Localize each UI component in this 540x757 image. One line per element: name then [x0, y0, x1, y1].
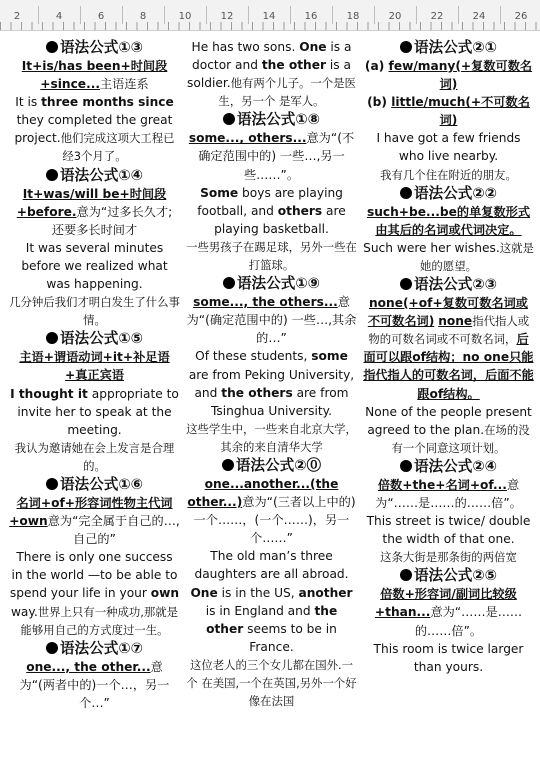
paragraph	[186, 293, 357, 347]
bold-text: the others	[221, 385, 293, 400]
heading-text: 语法公式①⑨	[236, 275, 321, 293]
section-heading	[9, 475, 180, 494]
text: There is only one success in the world —to be able to spend your life in your	[9, 550, 178, 601]
text: seems to be in France.	[243, 621, 337, 654]
chinese-text: 他有两个儿子。一个是医生，另一个 是军人。	[218, 76, 356, 109]
heading-text: 语法公式①③	[59, 39, 144, 56]
text: Of these students,	[195, 349, 312, 364]
text: appropriate to invite her to speak at the meeting.	[17, 386, 179, 437]
ruler-number: 14	[262, 11, 276, 22]
paragraph	[186, 656, 357, 710]
chinese-text: 这些学生中，一些来自北京大学，其余的来自清华大学	[186, 421, 357, 454]
section-heading	[9, 38, 180, 57]
bullet-icon	[400, 569, 412, 581]
bold-text: the other	[261, 58, 327, 73]
bold-text: One	[299, 40, 327, 54]
chinese-text: 几分钟后我们才明白发生了什么事情。	[9, 295, 180, 328]
text: He has two sons.	[191, 40, 300, 54]
paragraph	[9, 75, 180, 93]
paragraph	[9, 57, 180, 75]
formula-text: few/many(+复数可数名词)	[388, 59, 533, 92]
paragraph	[186, 238, 357, 274]
formula-text: one..., the other...	[26, 659, 151, 674]
chinese-text: 我认为邀请她在会上发言是合理的。	[14, 440, 175, 473]
section-heading	[363, 38, 534, 57]
section-heading	[186, 456, 357, 475]
bold-text: (a)	[364, 59, 389, 73]
text: 主语连系	[99, 77, 149, 92]
paragraph	[363, 294, 534, 403]
paragraph	[363, 129, 534, 165]
text: boys are playing football, and	[197, 185, 343, 218]
bullet-icon	[46, 642, 58, 654]
ruler-mark	[248, 6, 249, 24]
bullet-icon	[400, 460, 412, 472]
text: 意为“(三者以上中的)一个……，(一个……)，另一个……”	[193, 495, 356, 546]
text: 意为“完全属于自己的…,自己的”	[47, 514, 180, 547]
chinese-text: 这位老人的三个女儿都在国外.一个 在美国,一个在英国,另外一个好像在法国	[186, 657, 357, 709]
paragraph	[186, 347, 357, 419]
formula-text: one...another...(the other...)	[187, 476, 339, 510]
section-heading	[9, 166, 180, 185]
ruler-number: 8	[139, 11, 147, 22]
text: 意为“(两者中的)一个…，另一个…”	[19, 659, 170, 710]
ruler-number: 18	[346, 11, 360, 22]
ruler	[0, 0, 540, 31]
text: 意为“……是……的……倍”。	[375, 477, 522, 510]
ruler-mark	[332, 6, 333, 24]
bullet-icon	[46, 332, 58, 344]
text: 意为“(确定范围中的) 一些…,其余的…”	[186, 295, 357, 346]
text: None of the people present agreed to the plan.	[365, 404, 532, 437]
ruler-number: 12	[220, 11, 234, 22]
bold-text: three months since	[41, 95, 174, 110]
bullet-icon	[46, 169, 58, 181]
paragraph	[363, 403, 534, 457]
bullet-icon	[400, 187, 412, 199]
section-heading	[363, 457, 534, 476]
ruler-mark	[374, 6, 375, 24]
ruler-number: 2	[13, 11, 21, 22]
formula-text: It+is/has been+时间段	[21, 59, 168, 73]
chinese-text: 这条大街是那条街的两倍宽	[380, 550, 517, 565]
paragraph	[9, 385, 180, 439]
paragraph	[363, 166, 534, 184]
heading-text: 语法公式①⑦	[59, 639, 144, 657]
ruler-mark	[122, 6, 123, 24]
ruler-number: 10	[178, 11, 192, 22]
text: 意为“(不确定范围中的) 一些…,另一些……”。	[198, 131, 355, 182]
chinese-text: 一些男孩子在踢足球，另外一些在打篮球。	[186, 239, 357, 273]
formula-text: It+was/will be+时间段 +before.	[16, 186, 167, 219]
ruler-mark	[80, 6, 81, 24]
section-heading	[186, 110, 357, 129]
chinese-text: 指代指人或物的可数名词或不可数名词，	[368, 314, 530, 347]
paragraph	[363, 239, 534, 275]
heading-text: 语法公式①⑧	[236, 111, 321, 129]
ruler-number: 26	[514, 11, 528, 22]
paragraph	[9, 185, 180, 239]
bold-text: I thought it	[10, 386, 88, 401]
heading-text: 语法公式②②	[413, 184, 498, 202]
document-page	[6, 38, 538, 757]
bold-text: own	[150, 586, 180, 601]
column-3	[360, 38, 537, 757]
text: I have got a few friends who live nearby.	[376, 131, 521, 164]
section-heading	[363, 275, 534, 294]
paragraph	[363, 640, 534, 676]
bold-text: others	[277, 203, 323, 218]
bold-text: the other	[206, 603, 338, 636]
ruler-number: 4	[55, 11, 63, 22]
paragraph	[9, 239, 180, 293]
bold-text: Some	[200, 185, 239, 200]
chinese-text: 世界上只有一种成功,那就是能够用自己的方式度过一生。	[20, 604, 179, 637]
bold-text: some	[311, 349, 348, 364]
text: Such were her wishes.	[363, 240, 500, 255]
ruler-number: 6	[97, 11, 105, 22]
bullet-icon	[222, 459, 234, 471]
chinese-text: 这就是她的愿望。	[420, 240, 534, 273]
text: The old man’s three daughters are all abroad.	[194, 549, 349, 582]
paragraph	[9, 293, 180, 329]
paragraph	[363, 585, 534, 639]
formula-text: such+be...be的单复数形式由其后的名词或代词决定。	[366, 204, 531, 237]
bullet-icon	[223, 277, 235, 289]
ruler-mark	[416, 6, 417, 24]
chinese-text: 他们完成这项大工程已经3个月了。	[60, 131, 175, 164]
heading-text: 语法公式②⑤	[413, 567, 498, 585]
formula-text: some..., the others...	[193, 295, 338, 310]
paragraph	[363, 512, 534, 548]
text: This room is twice larger than yours.	[373, 641, 524, 674]
paragraph	[9, 439, 180, 475]
column-1	[6, 38, 183, 757]
bullet-icon	[223, 113, 235, 125]
ruler-number: 20	[388, 11, 402, 22]
bold-text: One	[190, 585, 218, 600]
formula-text: none(+of+复数可数名词或不可数名词)	[367, 296, 528, 329]
paragraph	[363, 548, 534, 566]
bullet-icon	[400, 41, 412, 53]
formula-text: +since...	[40, 77, 100, 92]
ruler-mark	[458, 6, 459, 24]
formula-text: 倍数+形容词/副词比较级+than...	[374, 587, 517, 620]
ruler-number: 22	[430, 11, 444, 22]
paragraph	[186, 547, 357, 656]
heading-text: 语法公式②⓪	[235, 456, 322, 474]
heading-text: 语法公式②①	[413, 39, 498, 56]
section-heading	[9, 329, 180, 348]
paragraph	[186, 184, 357, 238]
paragraph	[9, 348, 180, 384]
heading-text: 语法公式②③	[413, 276, 498, 294]
bullet-icon	[46, 478, 58, 490]
heading-text: 语法公式①⑤	[59, 330, 144, 348]
bullet-icon	[46, 41, 58, 53]
formula-text: some..., others...	[188, 131, 307, 146]
text: 意为“过多长久才; 还要多长时间才	[51, 204, 173, 237]
paragraph	[9, 658, 180, 712]
paragraph	[363, 203, 534, 239]
paragraph	[9, 548, 180, 638]
paragraph	[363, 57, 534, 93]
text: is in England and	[205, 603, 315, 618]
paragraph	[9, 93, 180, 165]
text: they completed the great project.	[14, 113, 173, 146]
paragraph	[186, 38, 357, 110]
bullet-icon	[400, 278, 412, 290]
formula-text: 名词+of+形容词性物主代词+own	[9, 495, 173, 529]
heading-text: 语法公式①④	[59, 166, 144, 184]
text: It is	[15, 95, 42, 110]
text: is in the US,	[217, 585, 299, 600]
paragraph	[363, 476, 534, 512]
heading-text: 语法公式②④	[413, 457, 498, 475]
paragraph	[186, 129, 357, 183]
section-heading	[9, 639, 180, 658]
heading-text: 语法公式①⑥	[59, 475, 144, 493]
formula-text: 倍数+the+名词+of...	[377, 477, 507, 492]
ruler-mark	[206, 6, 207, 24]
paragraph	[186, 475, 357, 547]
text: is a doctor and	[192, 40, 352, 73]
ruler-number: 16	[304, 11, 318, 22]
ruler-number: 24	[472, 11, 486, 22]
text: are playing basketball.	[214, 203, 346, 236]
ruler-ticks	[0, 22, 540, 30]
ruler-mark	[38, 6, 39, 24]
paragraph	[186, 420, 357, 456]
section-heading	[363, 184, 534, 203]
paragraph	[363, 93, 534, 129]
ruler-mark	[500, 6, 501, 24]
text: way.	[10, 604, 38, 619]
bold-text: another	[298, 585, 353, 600]
section-heading	[186, 274, 357, 293]
paragraph	[9, 494, 180, 548]
ruler-mark	[290, 6, 291, 24]
ruler-mark	[164, 6, 165, 24]
formula-text: 后面可以跟of结构；no one只能指代指人的可数名词，后面不能跟of结构。	[363, 332, 534, 401]
formula-text: little/much(+不可数名词)	[391, 95, 530, 128]
text: is a soldier.	[187, 58, 351, 91]
text: It was several minutes before we realized what was happening.	[21, 240, 168, 292]
formula-text: 主语+谓语动词+it+补足语+真正宾语	[19, 350, 170, 383]
section-heading	[363, 566, 534, 585]
chinese-text: 在场的没有一个同意这项计划。	[391, 422, 530, 455]
text: are from Peking University, and	[188, 367, 355, 400]
text: 意为“……是……的……倍”。	[414, 605, 523, 638]
text: are from Tsinghua University.	[210, 385, 349, 418]
bold-text: (b)	[367, 95, 392, 110]
column-2	[183, 38, 360, 757]
chinese-text: 我有几个住在附近的朋友。	[380, 167, 517, 182]
text: This street is twice/ double the width of that one.	[366, 514, 531, 547]
formula-text: none	[438, 314, 473, 329]
